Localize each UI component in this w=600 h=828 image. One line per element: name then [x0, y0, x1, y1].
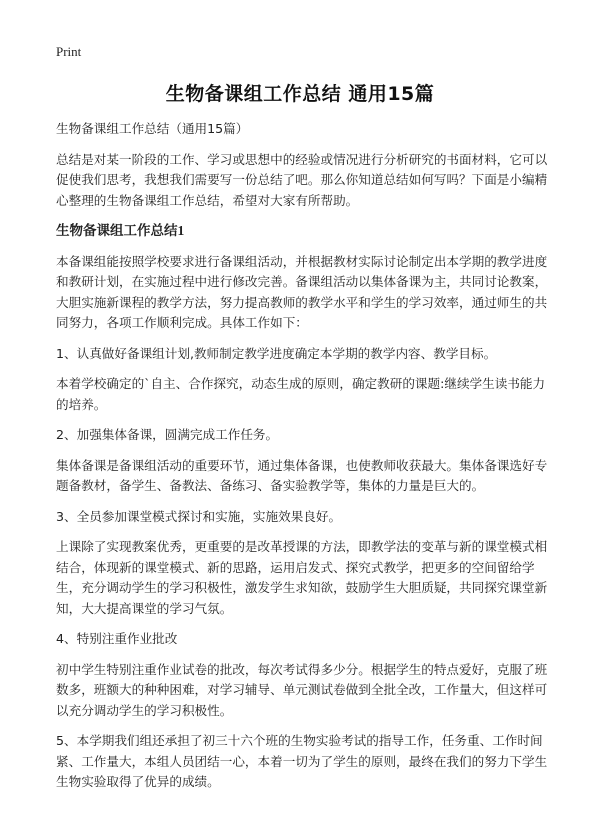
print-link[interactable]: Print — [56, 44, 82, 59]
paragraph: 本着学校确定的`自主、合作探究，动态生成的原则，确定教研的课题:继续学生读书能力的培养。 — [56, 376, 546, 412]
article-subtitle: 生物备课组工作总结（通用15篇） — [56, 121, 249, 136]
paragraph: 4、特别注重作业批改 — [56, 631, 178, 646]
paragraph: 上课除了实现教案优秀，更重要的是改革授课的方法，即教学法的变革与新的课堂模式相结合，体现新的课堂模式、新的思路，运用启发式、探究式教学，把更多的空间留给学生，充分调动学生的学习积极性，激发学生求知欲，鼓励学生大胆质疑，共同探究课堂新知，大大提高课堂的学习气氛。 — [56, 539, 548, 616]
paragraph: 本备课组能按照学校要求进行备课组活动，并根据教材实际讨论制定出本学期的教学进度和教研计划，在实施过程中进行修改完善。备课组活动以集体备课为主，共同讨论教案，大胆实施新课程的教学方法，努力提高教师的教学水平和学生的学习效率，通过师生的共同努力，各项工作顺利完成。具体工作如下： — [56, 253, 548, 330]
paragraph: 1、认真做好备课组计划,教师制定教学进度确定本学期的教学内容、教学目标。 — [56, 345, 497, 361]
page-title: 生物备课组工作总结 通用15篇 — [165, 83, 435, 105]
intro-paragraph: 总结是对某一阶段的工作、学习或思想中的经验或情况进行分析研究的书面材料，它可以促使我们思考，我想我们需要写一份总结了吧。那么你知道总结如何写吗？下面是小编精心整理的生物备课组工作总结，希望对大家有所帮助。 — [56, 151, 548, 208]
paragraph: 3、全员参加课堂模式探讨和实施，实施效果良好。 — [56, 508, 342, 524]
section-heading: 生物备课组工作总结1 — [56, 223, 185, 238]
paragraph: 5、本学期我们组还承担了初三十六个班的生物实验考试的指导工作，任务重、工作时间紧、工作量大，本组人员团结一心，本着一切为了学生的原则，最终在我们的努力下学生生物实验取得了优异的成绩。 — [56, 733, 548, 789]
paragraph: 集体备课是备课组活动的重要环节，通过集体备课，也使教师收获最大。集体备课选好专题备教材，备学生、备教法、备练习、备实验教学等，集体的力量是巨大的。 — [56, 457, 548, 493]
paragraph: 2、加强集体备课，圆满完成工作任务。 — [56, 427, 279, 442]
paragraph: 初中学生特别注重作业试卷的批改，每次考试得多少分。根据学生的特点爱好，克服了班数多，班额大的种种困难，对学习辅导、单元测试卷做到全批全改，工作量大，但这样可以充分调动学生的学习积极性。 — [56, 661, 548, 718]
article-body — [56, 119, 556, 803]
